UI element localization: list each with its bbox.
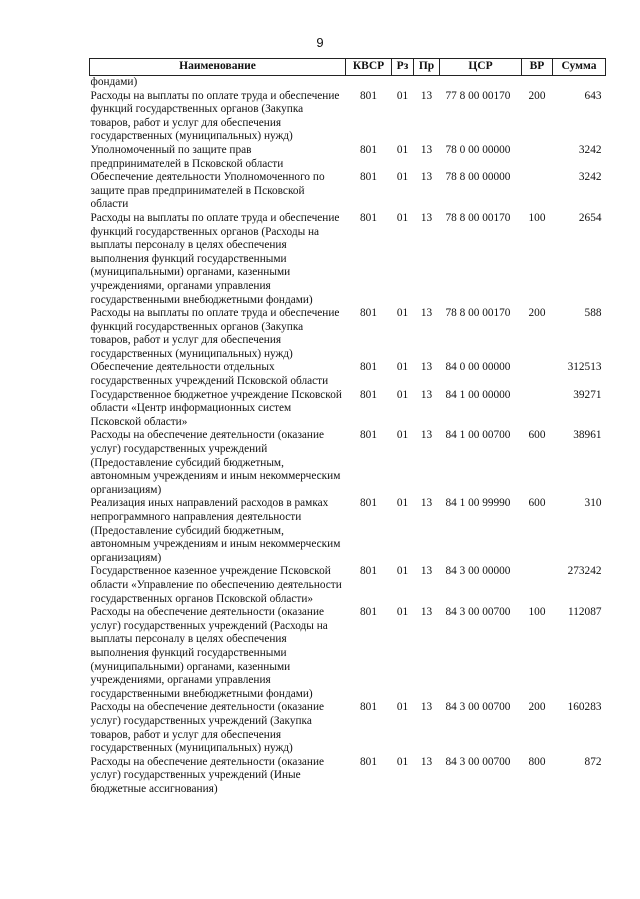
cell-kvsr: 801 <box>360 388 377 401</box>
cell-name: Реализация иных направлений расходов в рамках непрограммного направления деятельности (Предоставление субсидий бюджетным, автономным учреждениям и иным некоммерческим организациям) <box>90 497 341 564</box>
cell-csr: 78 0 00 00000 <box>445 143 511 156</box>
cell-rz: 01 <box>396 89 409 102</box>
cell-kvsr: 801 <box>360 497 377 510</box>
cell-csr: 84 3 00 00000 <box>445 565 511 578</box>
cell-kvsr: 801 <box>360 429 377 442</box>
cell-vr: 600 <box>528 429 546 442</box>
cell-csr: 78 8 00 00170 <box>445 211 511 224</box>
cell-vr <box>522 389 553 430</box>
cell-pr: 13 <box>420 429 433 442</box>
cell-pr <box>414 76 440 90</box>
cell-csr: 84 3 00 00700 <box>445 755 511 768</box>
cell-sum: 3242 <box>578 143 602 156</box>
cell-name: Государственное казенное учреждение Псковской области «Управление по обеспечению деятельности государственных органов Псковской области» <box>90 565 342 605</box>
cell-kvsr: 801 <box>360 171 377 184</box>
header-vr: ВР <box>522 59 553 76</box>
header-rz: Рз <box>392 59 414 76</box>
cell-vr: 200 <box>528 89 546 102</box>
cell-name: Расходы на выплаты по оплате труда и обеспечение функций государственных органов (Расходы на выплаты персоналу в целях обеспечения выполнения функций государственными (муниципальными) органами, казенными учреждениями, органами управления государственными внебюджетными фондами) <box>90 211 340 306</box>
cell-name: Расходы на обеспечение деятельности (оказание услуг) государственных учреждений (Иные бюджетные ассигнования) <box>90 755 325 795</box>
cell-csr: 78 8 00 00000 <box>445 171 511 184</box>
cell-rz <box>392 76 414 90</box>
cell-rz: 01 <box>396 211 409 224</box>
cell-rz: 01 <box>396 171 409 184</box>
cell-csr: 84 3 00 00700 <box>445 701 511 714</box>
cell-rz: 01 <box>396 701 409 714</box>
cell-vr <box>522 144 553 171</box>
cell-pr: 13 <box>420 606 433 619</box>
table-row <box>90 90 606 144</box>
table-row <box>90 389 606 430</box>
cell-name: фондами) <box>90 76 138 88</box>
cell-rz: 01 <box>396 755 409 768</box>
page-number: 9 <box>316 35 324 50</box>
table-row <box>90 497 606 565</box>
cell-name: Обеспечение деятельности отдельных государственных учреждений Псковской области <box>90 361 329 388</box>
header-kvsr: КВСР <box>346 59 392 76</box>
cell-rz: 01 <box>396 361 409 374</box>
cell-kvsr: 801 <box>360 89 377 102</box>
header-pr: Пр <box>414 59 440 76</box>
cell-vr: 200 <box>528 701 546 714</box>
header-csr: ЦСР <box>440 59 522 76</box>
cell-name: Расходы на обеспечение деятельности (оказание услуг) государственных учреждений (Предоставление субсидий бюджетным, автономным учреждениям и иным некоммерческим организациям) <box>90 429 341 496</box>
cell-sum: 310 <box>584 497 602 510</box>
cell-sum: 643 <box>584 89 602 102</box>
cell-kvsr: 801 <box>360 211 377 224</box>
cell-pr: 13 <box>420 307 433 320</box>
cell-sum: 3242 <box>578 171 602 184</box>
budget-table <box>89 58 606 796</box>
cell-rz: 01 <box>396 143 409 156</box>
table-header <box>90 59 606 76</box>
cell-csr: 77 8 00 00170 <box>445 89 511 102</box>
table-row <box>90 606 606 701</box>
cell-sum: 112087 <box>568 606 602 619</box>
cell-rz: 01 <box>396 606 409 619</box>
table-row <box>90 701 606 755</box>
cell-name: Расходы на выплаты по оплате труда и обеспечение функций государственных органов (Закупка товаров, работ и услуг для обеспечения государственных (муниципальных) нужд) <box>90 89 340 143</box>
cell-vr: 100 <box>528 606 546 619</box>
cell-pr: 13 <box>420 755 433 768</box>
table-row <box>90 144 606 171</box>
cell-rz: 01 <box>396 388 409 401</box>
cell-rz: 01 <box>396 565 409 578</box>
table-row <box>90 361 606 388</box>
cell-kvsr: 801 <box>360 143 377 156</box>
cell-name: Обеспечение деятельности Уполномоченного по защите прав предпринимателей в Псковской области <box>90 171 325 211</box>
cell-pr: 13 <box>420 143 433 156</box>
cell-name: Расходы на выплаты по оплате труда и обеспечение функций государственных органов (Закупка товаров, работ и услуг для обеспечения государственных (муниципальных) нужд) <box>90 307 340 360</box>
cell-vr <box>522 565 553 606</box>
cell-kvsr: 801 <box>360 606 377 619</box>
cell-name: Государственное бюджетное учреждение Псковской области «Центр информационных систем Псковской области» <box>90 388 342 428</box>
cell-kvsr: 801 <box>360 565 377 578</box>
cell-kvsr: 801 <box>360 361 377 374</box>
cell-csr: 78 8 00 00170 <box>445 307 511 320</box>
cell-name: Уполномоченный по защите прав предпринимателей в Псковской области <box>90 143 284 170</box>
cell-csr: 84 1 00 99990 <box>445 497 511 510</box>
table-row <box>90 756 606 797</box>
table-row <box>90 171 606 212</box>
cell-sum <box>553 76 606 90</box>
cell-pr: 13 <box>420 565 433 578</box>
table-row <box>90 212 606 307</box>
cell-csr: 84 0 00 00000 <box>445 361 511 374</box>
cell-kvsr: 801 <box>360 701 377 714</box>
cell-pr: 13 <box>420 388 433 401</box>
cell-pr: 13 <box>420 171 433 184</box>
cell-rz: 01 <box>396 307 409 320</box>
cell-sum: 872 <box>584 755 602 768</box>
cell-pr: 13 <box>420 701 433 714</box>
table-row <box>90 429 606 497</box>
cell-name: Расходы на обеспечение деятельности (оказание услуг) государственных учреждений (Расходы на выплаты персоналу в целях обеспечения выполнения функций государственными (муниципальными) органами, казенными учреждениями, органами управления государственными внебюджетными фондами) <box>90 606 328 700</box>
cell-pr: 13 <box>420 497 433 510</box>
cell-vr <box>522 361 553 388</box>
cell-sum: 2654 <box>578 211 602 224</box>
cell-pr: 13 <box>420 361 433 374</box>
table-row <box>90 307 606 361</box>
table-row <box>90 76 606 90</box>
cell-vr: 600 <box>528 497 546 510</box>
cell-sum: 588 <box>584 307 602 320</box>
table-row <box>90 565 606 606</box>
cell-kvsr <box>346 76 392 90</box>
cell-sum: 38961 <box>573 429 602 442</box>
cell-vr <box>522 171 553 212</box>
cell-vr: 800 <box>528 755 546 768</box>
cell-rz: 01 <box>396 429 409 442</box>
cell-pr: 13 <box>420 211 433 224</box>
cell-csr: 84 1 00 00700 <box>445 429 511 442</box>
cell-sum: 160283 <box>567 701 602 714</box>
cell-kvsr: 801 <box>360 755 377 768</box>
cell-vr <box>522 76 553 90</box>
cell-csr <box>440 76 522 90</box>
cell-sum: 312513 <box>567 361 602 374</box>
cell-name: Расходы на обеспечение деятельности (оказание услуг) государственных учреждений (Закупка товаров, работ и услуг для обеспечения государственных (муниципальных) нужд) <box>90 701 325 755</box>
cell-csr: 84 3 00 00700 <box>445 606 511 619</box>
table-body <box>90 76 606 797</box>
header-sum: Сумма <box>553 59 606 76</box>
cell-kvsr: 801 <box>360 307 377 320</box>
cell-csr: 84 1 00 00000 <box>445 388 511 401</box>
cell-sum: 273242 <box>567 565 602 578</box>
header-name: Наименование <box>90 59 346 76</box>
cell-pr: 13 <box>420 89 433 102</box>
header-row <box>90 59 606 76</box>
cell-sum: 39271 <box>573 388 602 401</box>
cell-vr: 200 <box>528 307 546 320</box>
cell-vr: 100 <box>528 211 546 224</box>
cell-rz: 01 <box>396 497 409 510</box>
